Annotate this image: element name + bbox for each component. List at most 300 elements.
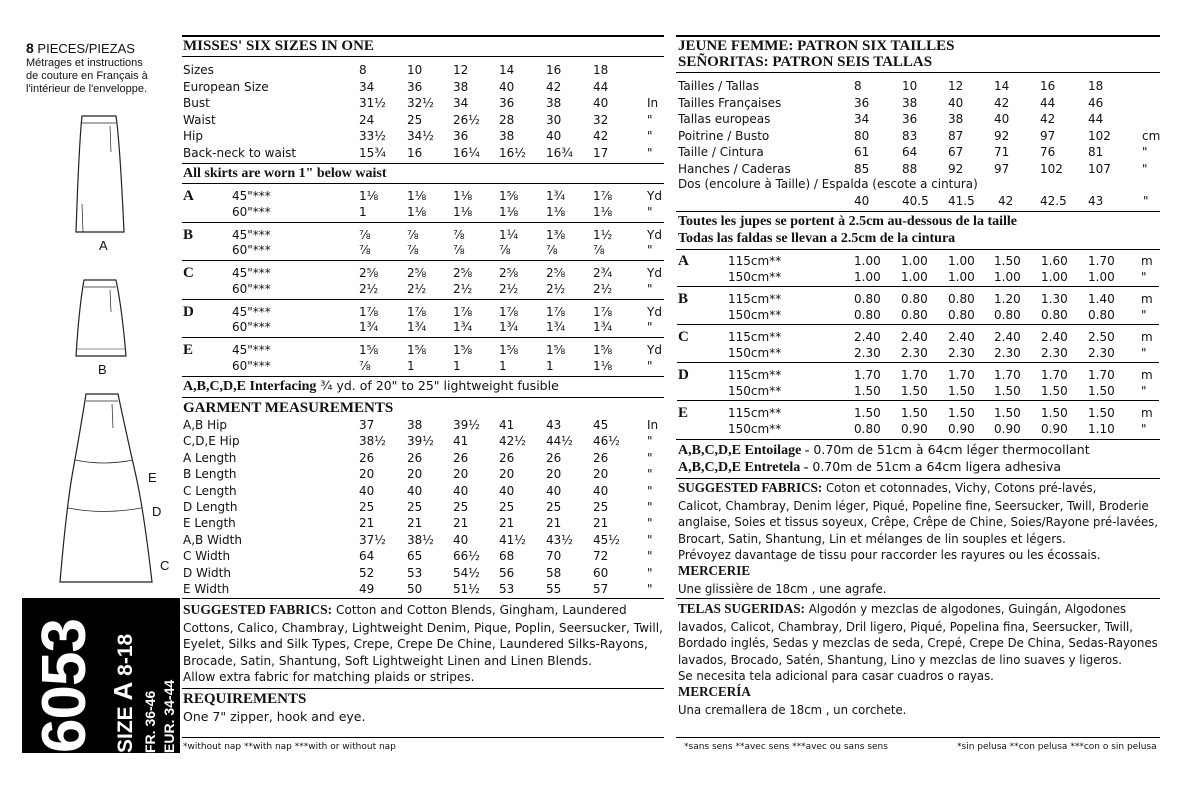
rule xyxy=(677,362,1159,363)
table-cell: 1⅝ xyxy=(499,343,519,357)
table-cell: 0.90 xyxy=(948,421,975,436)
table-cell: 25 xyxy=(499,500,515,514)
table-cell: 1.30 xyxy=(1041,292,1068,306)
table-cell: 14 xyxy=(994,79,1010,93)
table-row xyxy=(183,499,663,516)
unit-cell: " xyxy=(647,129,653,144)
table-cell: 20 xyxy=(407,467,423,482)
table-cell: 40 xyxy=(499,79,515,94)
table-cell: 1 xyxy=(453,358,461,373)
view-label-e: E xyxy=(148,470,157,485)
fabric-width: 150cm** xyxy=(728,345,782,360)
table-cell: 41½ xyxy=(499,532,526,547)
rule xyxy=(182,397,664,398)
table-cell: 38 xyxy=(407,418,423,432)
table-row xyxy=(183,128,663,145)
table-cell: 1.50 xyxy=(994,254,1021,268)
table-cell: 21 xyxy=(593,516,609,531)
table-cell: 1.70 xyxy=(901,368,928,382)
rule xyxy=(182,737,664,738)
table-cell: 16 xyxy=(1040,79,1056,93)
view-label-b: B xyxy=(98,362,107,377)
table-cell: 40 xyxy=(453,532,469,547)
table-cell: 21 xyxy=(359,516,375,531)
table-cell: 38½ xyxy=(407,532,434,547)
es-title: SEÑORITAS: PATRON SEIS TALLAS xyxy=(678,54,933,70)
table-cell: 1.00 xyxy=(948,269,975,284)
table-cell: 44½ xyxy=(546,434,573,449)
fabric-width: 60"*** xyxy=(232,204,271,219)
table-cell: 1⅞ xyxy=(593,304,613,319)
table-cell: 52 xyxy=(359,565,375,580)
row-label: A,B Width xyxy=(183,532,242,547)
table-cell: 16¼ xyxy=(453,146,480,160)
table-cell: 2.30 xyxy=(994,345,1021,360)
table-cell: 65 xyxy=(407,549,423,564)
table-cell: 20 xyxy=(499,467,515,482)
table-cell: 36 xyxy=(499,96,515,111)
unit-cell: Yd xyxy=(647,343,662,357)
es-telas-sugeridas: TELAS SUGERIDAS: Algodón y mezclas de algodones, Guingán, Algodones lavados, Calicot, Chambray, Dril ligero, Piqué, Popelina fina, Seersucker, Twill, Bordado inglés, Sedas y mezclas de seda, Crepé, Crepe De China, Sedas-Rayones lavados, Brocado, Satén, Shantung, Lino y mezclas de lino suaves y ligeros. Se necesita tela adicional para casar cuadros o rayas. MERCERÍA Una cremallera de 18cm , un corchete. xyxy=(678,601,1158,717)
rule xyxy=(676,737,1160,738)
table-cell: 0.80 xyxy=(854,292,881,306)
table-cell: 1¾ xyxy=(453,320,473,334)
table-row xyxy=(678,291,1158,308)
table-cell: 40 xyxy=(854,194,870,208)
view-letter: E xyxy=(678,405,689,421)
table-cell: 12 xyxy=(453,63,469,77)
table-cell: 1⅝ xyxy=(359,343,379,357)
unit-cell: m xyxy=(1141,406,1153,420)
table-cell: 14 xyxy=(499,63,515,77)
table-cell: 38 xyxy=(902,95,918,110)
table-cell: 70 xyxy=(546,549,562,564)
unit-cell: " xyxy=(647,516,653,531)
table-cell: 97 xyxy=(994,162,1010,176)
unit-cell: " xyxy=(647,358,653,373)
table-cell: 1⅛ xyxy=(546,204,566,219)
table-cell: 40 xyxy=(948,95,964,110)
table-cell: 0.80 xyxy=(901,292,928,306)
fr-title: JEUNE FEMME: PATRON SIX TAILLES xyxy=(678,38,955,54)
fabric-width: 60"*** xyxy=(232,243,271,257)
table-cell: 2½ xyxy=(593,281,613,296)
table-cell: 1.40 xyxy=(1088,292,1115,306)
table-row xyxy=(183,433,663,450)
table-cell: 68 xyxy=(499,549,515,564)
table-cell: 28 xyxy=(499,112,515,127)
view-letter: B xyxy=(183,226,194,243)
unit-cell: m xyxy=(1141,330,1153,344)
view-letter: D xyxy=(183,303,194,320)
fr-neck-label: Dos (encolure à Taille) / Espalda (escote a cintura) xyxy=(678,177,978,191)
rule xyxy=(676,249,1160,250)
table-cell: 10 xyxy=(407,63,423,77)
table-cell: 39½ xyxy=(453,418,480,432)
table-cell: 71 xyxy=(994,145,1010,160)
table-cell: 36 xyxy=(453,129,469,144)
table-cell: 41 xyxy=(453,434,469,449)
table-cell: 1⅛ xyxy=(593,204,613,219)
table-row xyxy=(183,227,663,244)
table-cell: 44 xyxy=(593,79,609,94)
unit-cell: " xyxy=(647,320,653,334)
table-cell: 1.70 xyxy=(854,368,881,382)
table-cell: 1.70 xyxy=(948,368,975,382)
table-cell: 1.70 xyxy=(1041,368,1068,382)
table-cell: 40 xyxy=(359,483,375,498)
view-letter: C xyxy=(183,265,194,281)
table-cell: 72 xyxy=(593,549,609,564)
table-cell: 1.20 xyxy=(994,292,1021,306)
table-row xyxy=(183,483,663,500)
skirt-b-illustration xyxy=(68,278,132,360)
table-cell: 49 xyxy=(359,582,375,596)
table-row xyxy=(183,304,663,321)
table-row xyxy=(183,281,663,298)
table-cell: 1⅞ xyxy=(593,189,613,203)
table-cell: 2½ xyxy=(499,281,519,296)
table-cell: 31½ xyxy=(359,96,386,111)
rule xyxy=(182,222,664,223)
table-cell: 36 xyxy=(407,79,423,94)
table-row xyxy=(183,265,663,282)
table-cell: 40 xyxy=(546,483,562,498)
rule xyxy=(182,56,664,57)
en-requirements-title: REQUIREMENTS xyxy=(183,691,307,707)
table-cell: 1¼ xyxy=(499,227,519,242)
rule xyxy=(182,598,664,599)
table-cell: 1.50 xyxy=(948,406,975,420)
table-cell: 26½ xyxy=(453,112,480,127)
table-row xyxy=(183,565,663,582)
table-cell: 18 xyxy=(593,63,609,77)
rule xyxy=(676,72,1160,73)
table-cell: 57 xyxy=(593,582,609,596)
unit-cell: Yd xyxy=(647,304,662,319)
table-row xyxy=(183,319,663,336)
table-cell: 41 xyxy=(499,418,515,432)
table-cell: 40 xyxy=(407,483,423,498)
unit-cell: " xyxy=(647,112,653,127)
table-row xyxy=(183,466,663,483)
table-cell: 1¾ xyxy=(359,320,379,334)
table-cell: 88 xyxy=(902,162,918,176)
table-cell: 83 xyxy=(902,128,918,143)
row-label: Tallas europeas xyxy=(678,112,771,127)
table-row xyxy=(183,204,663,221)
rule xyxy=(182,376,664,377)
table-cell: 2⅝ xyxy=(407,266,427,280)
rule xyxy=(182,260,664,261)
table-cell: ⅞ xyxy=(407,243,419,257)
unit-cell: m xyxy=(1141,292,1153,306)
table-cell: 42 xyxy=(546,79,562,94)
view-letter: A xyxy=(183,188,194,204)
table-cell: 1⅞ xyxy=(359,304,379,319)
view-letter: D xyxy=(678,367,689,383)
table-row xyxy=(183,95,663,112)
table-cell: 40 xyxy=(453,483,469,498)
view-label-a: A xyxy=(99,238,108,253)
table-cell: 0.80 xyxy=(901,307,928,322)
table-cell: 37½ xyxy=(359,532,386,547)
table-cell: 1⅞ xyxy=(546,304,566,319)
table-cell: 2.30 xyxy=(1041,345,1068,360)
table-cell: 50 xyxy=(407,582,423,596)
unit-cell: Yd xyxy=(647,266,662,280)
table-cell: ⅞ xyxy=(407,227,419,242)
unit-cell: " xyxy=(1141,345,1147,360)
table-cell: 1⅞ xyxy=(499,304,519,319)
table-cell: 85 xyxy=(854,162,870,176)
unit-cell: Yd xyxy=(647,189,662,203)
table-cell: 2¾ xyxy=(593,266,613,280)
fabric-width: 60"*** xyxy=(232,281,271,296)
table-cell: 53 xyxy=(407,565,423,580)
fr-footnote: *sans sens **avec sens ***avec ou sans sens xyxy=(684,742,888,752)
table-cell: 76 xyxy=(1040,145,1056,160)
table-cell: 34 xyxy=(359,79,375,94)
table-cell: 26 xyxy=(359,450,375,465)
row-label: D Length xyxy=(183,500,238,514)
table-cell: 21 xyxy=(499,516,515,531)
table-cell: 42.5 xyxy=(1040,194,1067,208)
row-label: D Width xyxy=(183,565,231,580)
unit-cell: " xyxy=(1142,145,1148,160)
table-cell: 1⅛ xyxy=(407,189,427,203)
unit-cell: " xyxy=(647,450,653,465)
row-label: Waist xyxy=(183,112,216,127)
table-cell: 25 xyxy=(593,500,609,514)
row-label: E Length xyxy=(183,516,236,531)
row-label: Taille / Cintura xyxy=(678,145,764,160)
table-cell: 0.90 xyxy=(901,421,928,436)
table-cell: 1.50 xyxy=(854,383,881,398)
table-cell: 58 xyxy=(546,565,562,580)
table-row xyxy=(183,450,663,467)
table-row xyxy=(678,253,1158,270)
table-cell: 87 xyxy=(948,128,964,143)
table-row xyxy=(183,242,663,259)
table-cell: 25 xyxy=(546,500,562,514)
table-cell: 1½ xyxy=(593,227,613,242)
table-cell: 102 xyxy=(1040,162,1063,176)
table-row xyxy=(183,548,663,565)
table-row xyxy=(183,342,663,359)
table-cell: 2⅝ xyxy=(546,266,566,280)
table-cell: 80 xyxy=(854,128,870,143)
pattern-number-block: 6053 SIZE A 8-18 FR. 36-46 EUR. 34-44 xyxy=(22,598,180,753)
table-cell: 2.50 xyxy=(1088,330,1115,344)
table-cell: 1⅞ xyxy=(453,304,473,319)
table-cell: 1.70 xyxy=(994,368,1021,382)
rule xyxy=(676,478,1160,479)
unit-cell: m xyxy=(1141,254,1153,268)
table-row xyxy=(678,95,1158,112)
fabric-width: 150cm** xyxy=(728,269,782,284)
table-cell: 0.90 xyxy=(994,421,1021,436)
view-letter: B xyxy=(678,291,689,307)
unit-cell: m xyxy=(1141,368,1153,382)
table-cell: 1⅝ xyxy=(499,189,519,203)
table-cell: 21 xyxy=(453,516,469,531)
unit-cell: " xyxy=(647,243,653,257)
row-label: Sizes xyxy=(183,63,214,77)
table-row xyxy=(678,128,1161,145)
table-cell: 2.30 xyxy=(901,345,928,360)
table-row xyxy=(678,144,1158,161)
table-cell: 0.80 xyxy=(994,307,1021,322)
fabric-width: 45"*** xyxy=(232,343,271,357)
table-cell: 20 xyxy=(359,467,375,482)
table-cell: 2.40 xyxy=(1041,330,1068,344)
table-cell: ⅞ xyxy=(359,358,371,373)
rule xyxy=(676,598,1160,599)
table-cell: 2⅝ xyxy=(359,266,379,280)
table-cell: 21 xyxy=(407,516,423,531)
row-label: C,D,E Hip xyxy=(183,434,240,449)
table-cell: 42 xyxy=(593,129,609,144)
table-cell: 40 xyxy=(593,483,609,498)
table-cell: 2⅝ xyxy=(453,266,473,280)
table-cell: 1.00 xyxy=(854,269,881,284)
table-cell: 1 xyxy=(407,358,415,373)
fr-worn-note: Toutes les jupes se portent à 2.5cm au-dessous de la taille xyxy=(678,214,1017,229)
rule xyxy=(182,337,664,338)
table-cell: 10 xyxy=(902,79,918,93)
table-cell: 1¾ xyxy=(593,320,613,334)
en-interfacing: A,B,C,D,E Interfacing ¾ yd. of 20" to 25" lightweight fusible xyxy=(183,378,559,394)
table-cell: 46 xyxy=(1088,95,1104,110)
table-row xyxy=(183,532,663,549)
row-label: Hip xyxy=(183,129,203,144)
view-letter: A xyxy=(678,253,689,269)
table-cell: 34 xyxy=(854,112,870,127)
table-cell: 17 xyxy=(593,146,609,160)
table-cell: 1.50 xyxy=(1041,406,1068,420)
table-cell: 0.80 xyxy=(1041,307,1068,322)
table-cell: 16¾ xyxy=(546,146,573,160)
es-worn-note: Todas las faldas se llevan a 2.5cm de la cintura xyxy=(678,231,956,246)
table-cell: 12 xyxy=(948,79,964,93)
table-cell: 2.40 xyxy=(901,330,928,344)
table-cell: 53 xyxy=(499,582,515,596)
table-cell: 66½ xyxy=(453,549,480,564)
table-cell: 1.50 xyxy=(994,406,1021,420)
unit-cell: " xyxy=(647,434,653,449)
table-cell: 107 xyxy=(1088,162,1111,176)
table-cell: 25 xyxy=(453,500,469,514)
table-cell: 2⅝ xyxy=(499,266,519,280)
row-label: E Width xyxy=(183,582,230,596)
table-cell: ⅞ xyxy=(546,243,558,257)
table-cell: 36 xyxy=(854,95,870,110)
rule xyxy=(182,688,664,689)
view-letter: C xyxy=(678,329,689,345)
fabric-width: 115cm** xyxy=(728,330,782,344)
table-cell: 102 xyxy=(1088,128,1111,143)
unit-cell: " xyxy=(647,483,653,498)
en-requirements-text: One 7" zipper, hook and eye. xyxy=(183,709,366,724)
table-cell: 40 xyxy=(593,96,609,111)
fabric-width: 150cm** xyxy=(728,307,782,322)
table-row xyxy=(678,329,1158,346)
table-cell: 37 xyxy=(359,418,375,432)
table-cell: 55 xyxy=(546,582,562,596)
table-cell: 40 xyxy=(994,112,1010,127)
table-cell: 1⅜ xyxy=(546,227,566,242)
table-row xyxy=(678,383,1158,400)
table-row xyxy=(678,78,1158,95)
table-cell: 2.30 xyxy=(1088,345,1115,360)
table-cell: 1.00 xyxy=(901,254,928,268)
table-cell: 1.70 xyxy=(1088,254,1115,268)
unit-cell: " xyxy=(647,467,653,482)
table-cell: 0.80 xyxy=(1088,307,1115,322)
table-cell: 1 xyxy=(359,204,367,219)
table-cell: ⅞ xyxy=(453,227,465,242)
table-cell: 25 xyxy=(407,112,423,127)
table-cell: 0.80 xyxy=(948,292,975,306)
fr-suggested-fabrics: SUGGESTED FABRICS: Coton et cotonnades, Vichy, Cotons pré-lavés, Calicot, Chambray, Denim léger, Piqué, Popeline fine, Seersucker, Twill, Broderie anglaise, Soies et tissus soyeux, Crêpe, Crêpe de Chine, Soies/Rayone pré-lavées, Brocart, Satin, Shantung, Lin et mélanges de lin souples et légers. Prévoyez davantage de tissu pour raccorder les rayures ou les écossais. MERCERIE Une glissière de 18cm , une agrafe. xyxy=(678,480,1158,596)
table-cell: 67 xyxy=(948,145,964,160)
table-cell: 1⅝ xyxy=(407,343,427,357)
unit-cell: " xyxy=(647,565,653,580)
row-label: A Length xyxy=(183,450,237,465)
rule xyxy=(676,35,1160,37)
table-row xyxy=(183,62,663,79)
table-cell: 45½ xyxy=(593,532,620,547)
unit-cell: " xyxy=(1141,307,1147,322)
table-cell: 44 xyxy=(1040,95,1056,110)
pieces-title: 8 PIECES/PIEZAS xyxy=(26,40,135,56)
table-row xyxy=(678,405,1158,422)
row-label: C Width xyxy=(183,549,231,564)
row-label: Hanches / Caderas xyxy=(678,162,791,176)
table-cell: 1¾ xyxy=(546,320,566,334)
table-cell: 16 xyxy=(407,146,423,160)
row-label: B Length xyxy=(183,467,237,482)
table-cell: 25 xyxy=(359,500,375,514)
unit-cell: " xyxy=(647,204,653,219)
table-cell: 61 xyxy=(854,145,870,160)
rule xyxy=(182,299,664,300)
table-cell: 39½ xyxy=(407,434,434,449)
row-label: Back-neck to waist xyxy=(183,146,297,160)
fabric-width: 115cm** xyxy=(728,292,782,306)
table-cell: 42 xyxy=(998,194,1014,208)
table-cell: 1¾ xyxy=(546,189,566,203)
table-cell: 60 xyxy=(593,565,609,580)
unit-cell: " xyxy=(1141,383,1147,398)
table-cell: 45 xyxy=(593,418,609,432)
table-cell: 2.40 xyxy=(994,330,1021,344)
table-cell: 20 xyxy=(546,467,562,482)
fr-entoilage: A,B,C,D,E Entoilage - 0.70m de 51cm à 64cm léger thermocollant xyxy=(678,442,1090,458)
table-cell: 1.50 xyxy=(1088,383,1115,398)
table-cell: 40 xyxy=(546,129,562,144)
table-cell: 1⅛ xyxy=(407,204,427,219)
unit-cell: " xyxy=(1141,269,1147,284)
table-cell: 43½ xyxy=(546,532,573,547)
table-cell: 1 xyxy=(546,358,554,373)
table-cell: 1⅞ xyxy=(407,304,427,319)
table-cell: 1.50 xyxy=(1041,383,1068,398)
table-cell: 1.50 xyxy=(994,383,1021,398)
table-cell: 0.90 xyxy=(1041,421,1068,436)
rule xyxy=(182,183,664,184)
